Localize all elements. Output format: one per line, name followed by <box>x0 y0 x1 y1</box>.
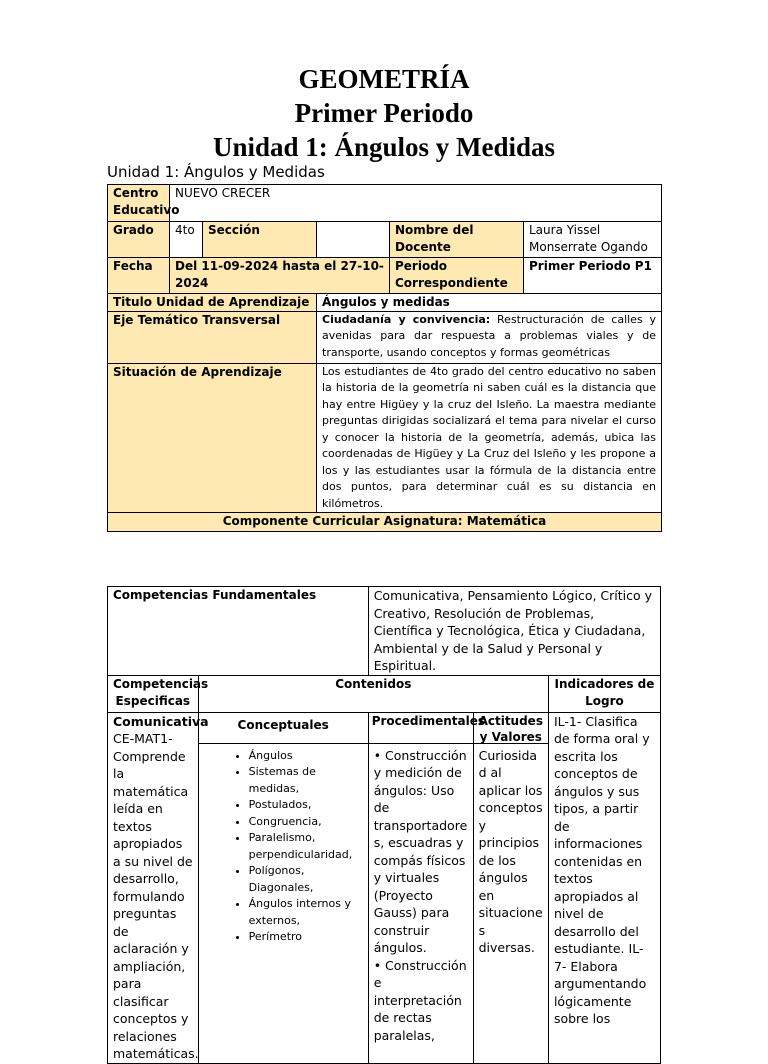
actitudes-text: Curiosidad al aplicar los conceptos y principios de los ángulos en situaciones diversas. <box>478 747 543 955</box>
unit-subtitle: Unidad 1: Ángulos y Medidas <box>107 163 325 181</box>
procedimentales-text-2: • Construcción e interpretación de rectas paralelas, <box>373 957 467 1043</box>
indicadores-cell: IL-1- Clasifica de forma oral y escrita los conceptos de ángulos y sus tipos, a partir de informaciones contenidas en textos apropiados al nivel de desarrollo del estudiante. IL-7- Elabora argumentando lógicamente sobre los <box>548 712 660 1063</box>
row-content <box>108 712 661 1063</box>
grado-value: 4to <box>170 222 203 258</box>
row-eje <box>108 311 662 363</box>
grado-label: Grado <box>108 222 170 258</box>
row-headers <box>108 675 661 712</box>
situacion-value: Los estudiantes de 4to grado del centro educativo no saben la historia de la geometría ni saben cuál es la distancia que hay entre Higüey y la cruz del Isleño. La maestra mediante preguntas dirigidas socializará el tema para nivelar el curso y conocer la historia de la geometría, además, ubica las coordenadas de Higüey y La Cruz del Isleño y les propone a los y las estudiantes usar la fórmula de la distancia entre dos puntos, para determinar cuál es su distancia en kilómetros. <box>317 363 662 513</box>
especificas-header: Competencias Especificas <box>108 675 199 712</box>
list-item: • Paralelismo, perpendicularidad, <box>249 830 368 863</box>
list-item: • Perímetro <box>249 929 368 946</box>
list-item: • Postulados, <box>249 797 368 814</box>
contenidos-header: Contenidos <box>198 675 548 712</box>
comunicativa-text: CE-MAT1- Comprende la matemática leída en textos apropiados a su nivel de desarrollo, formulando preguntas de aclaración y ampliación, para clasificar conceptos y relaciones matemáticas. <box>113 731 199 1061</box>
componente-label: Componente Curricular Asignatura: Matemática <box>108 513 662 531</box>
list-item: • Congruencia, <box>249 814 368 831</box>
docente-label: Nombre del Docente <box>390 222 524 258</box>
row-fundamentales <box>108 587 661 676</box>
fundamentales-label: Competencias Fundamentales <box>108 587 369 676</box>
page-title: GEOMETRÍA <box>298 64 470 94</box>
comunicativa-title: Comunicativa <box>113 713 209 729</box>
list-item: • Ángulos <box>249 748 368 765</box>
period-title: Primer Periodo <box>294 98 474 128</box>
actitudes-cell <box>473 712 548 1063</box>
titulo-value: Ángulos y medidas <box>317 293 662 311</box>
list-item: • Sistemas de medidas, <box>249 764 368 797</box>
conceptuales-header: Conceptuales <box>199 713 368 744</box>
comunicativa-cell <box>108 712 209 1063</box>
row-situacion <box>108 363 662 513</box>
eje-value <box>317 311 662 363</box>
row-titulo <box>108 293 662 311</box>
procedimentales-header: Procedimentales <box>369 713 473 744</box>
planning-info-table <box>107 184 662 532</box>
docente-value: Laura Yissel Monserrate Ogando <box>524 222 662 258</box>
procedimentales-text-1: • Construcción y medición de ángulos: Uso de transportadores, escuadras y compás físicos y virtuales (Proyecto Gauss) para construir ángulos. <box>373 747 468 955</box>
eje-bold: Ciudadanía y convivencia: <box>322 312 491 326</box>
periodo-value: Primer Periodo P1 <box>524 257 662 293</box>
fundamentales-value: Comunicativa, Pensamiento Lógico, Crítico y Creativo, Resolución de Problemas, Científica y Tecnológica, Ética y Ciudadana, Ambiental y de la Salud y Personal y Espiritual. <box>368 587 660 676</box>
seccion-label: Sección <box>203 222 317 258</box>
eje-text: Restructuración de calles y avenidas para dar respuesta a problemas viales y de transporte, usando conceptos y formas geométricas <box>322 312 657 359</box>
fecha-label: Fecha <box>108 257 170 293</box>
titulo-label: Titulo Unidad de Aprendizaje <box>108 293 317 311</box>
row-centro <box>108 185 662 222</box>
actitudes-header: Actitudes y Valores <box>474 713 548 744</box>
unit-title: Unidad 1: Ángulos y Medidas <box>212 132 556 162</box>
conceptuales-cell <box>198 712 368 1063</box>
fecha-value: Del 11-09-2024 hasta el 27-10-2024 <box>170 257 390 293</box>
seccion-value <box>317 222 390 258</box>
list-item: • Ángulos internos y externos, <box>249 896 368 929</box>
periodo-label: Periodo Correspondiente <box>390 257 524 293</box>
row-grado <box>108 222 662 258</box>
eje-label: Eje Temático Transversal <box>108 311 317 363</box>
procedimentales-cell <box>368 712 486 1063</box>
centro-value: NUEVO CRECER <box>170 185 662 222</box>
centro-label: Centro Educativo <box>108 185 170 222</box>
indicadores-header: Indicadores de Logro <box>548 675 660 712</box>
conceptuales-list <box>199 748 368 946</box>
list-item: • Polígonos, Diagonales, <box>249 863 368 896</box>
row-componente <box>108 513 662 531</box>
document-header <box>0 62 768 164</box>
row-fecha <box>108 257 662 293</box>
competencias-table <box>107 586 661 1064</box>
situacion-label: Situación de Aprendizaje <box>108 363 317 513</box>
